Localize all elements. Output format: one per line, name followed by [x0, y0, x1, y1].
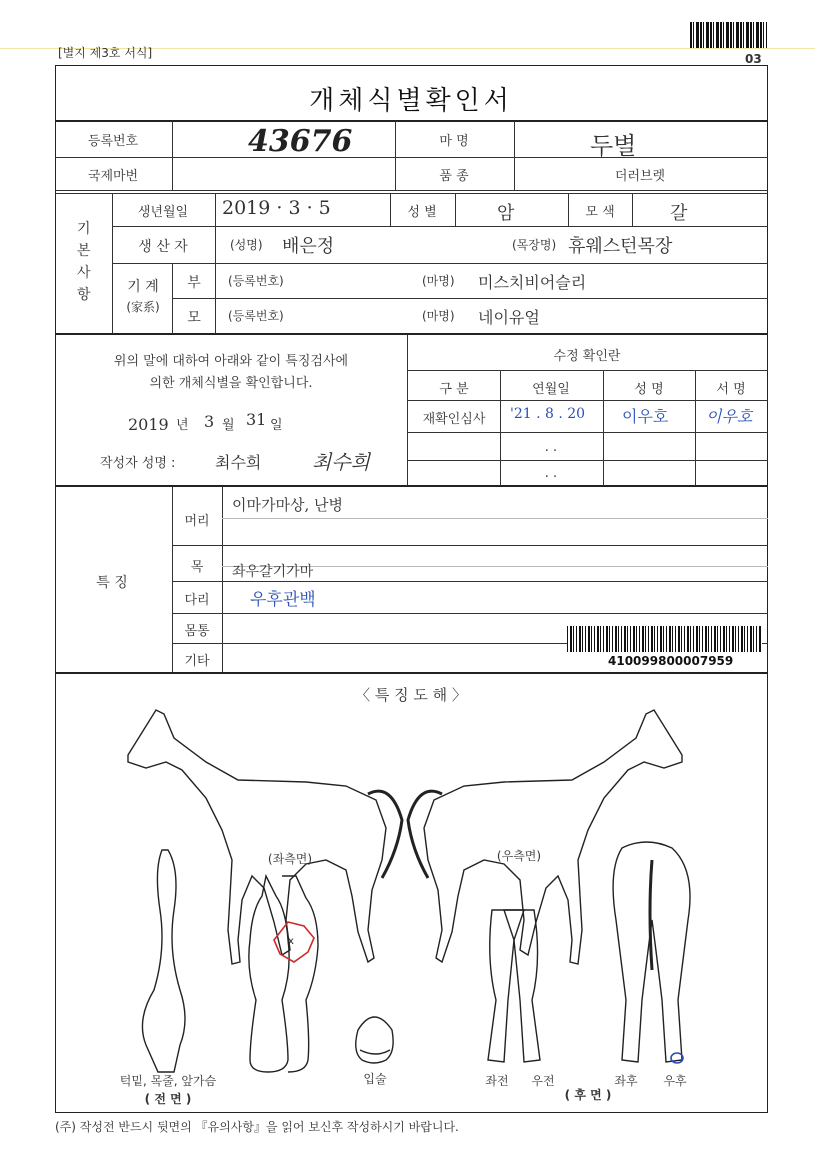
page-number: 03	[745, 52, 762, 66]
front-legs-view	[488, 910, 540, 1062]
cert-date-day[interactable]: 31	[246, 410, 267, 429]
dam-name-prefix: (마명)	[422, 309, 455, 323]
breed-label: 품 종	[439, 169, 469, 184]
feature-head-label: 머리	[184, 514, 210, 529]
page-title: 개체식별확인서	[309, 86, 513, 116]
form-tag: [별지 제3호 서식]	[58, 46, 153, 60]
writer-signature[interactable]: 최수희	[312, 450, 370, 474]
cert-date-month[interactable]: 3	[204, 412, 215, 431]
footnote: (주) 작성전 반드시 뒷면의 『유의사항』을 읽어 보신후 작성하시기 바랍니다.	[55, 1120, 459, 1134]
rev-row1-name[interactable]: 이우호	[622, 407, 669, 426]
intl-chip-label: 국제마번	[87, 169, 139, 184]
sire-reg-prefix: (등록번호)	[228, 274, 284, 288]
rev-row1-date[interactable]: '21 . 8 . 20	[510, 406, 586, 422]
cert-date-month-suffix: 월	[222, 418, 235, 433]
muzzle-label: 입술	[363, 1072, 387, 1086]
feature-legs-label: 다리	[184, 593, 210, 608]
basic-section-label: 기본사항	[77, 221, 91, 303]
horse-name-value[interactable]: 두별	[590, 132, 637, 160]
right-front-label: 우전	[531, 1074, 555, 1088]
diagram-title: 〈 특 징 도 해 〉	[355, 686, 467, 704]
reg-no-label: 등록번호	[87, 134, 139, 149]
sire-name-value[interactable]: 미스치비어슬리	[478, 273, 587, 292]
rev-row3-date: . .	[544, 466, 558, 481]
barcode-number: 410099800007959	[608, 654, 734, 668]
rev-header-date: 연월일	[532, 382, 570, 397]
birth-label: 생년월일	[137, 205, 189, 220]
feature-legs-value[interactable]: 우후관백	[250, 590, 316, 610]
features-section-label: 특 징	[96, 575, 128, 591]
features-barcode	[567, 626, 762, 652]
left-front-label: 좌전	[485, 1074, 509, 1088]
reg-no-value[interactable]: 43676	[248, 124, 353, 159]
sex-value[interactable]: 암	[497, 203, 515, 224]
svg-text:x: x	[288, 936, 294, 947]
sire-label: 부	[187, 275, 201, 291]
birth-value[interactable]: 2019 · 3 · 5	[222, 197, 331, 219]
front-neck-view	[142, 850, 185, 1072]
farm-prefix: (목장명)	[512, 238, 557, 252]
breed-value: 더러브렛	[614, 169, 666, 184]
horse-diagram	[56, 700, 767, 1100]
sire-name-prefix: (마명)	[422, 274, 455, 288]
sex-label: 성 별	[407, 205, 437, 220]
cert-date-year-suffix: 년	[176, 418, 189, 433]
front-caption: 턱밑, 목줄, 앞가슴	[119, 1074, 217, 1088]
breeder-label: 생 산 자	[138, 239, 188, 255]
front-view-label: ( 전 면 )	[144, 1092, 192, 1106]
rev-row2-date: . .	[544, 440, 558, 455]
left-profile-horse	[128, 710, 402, 964]
muzzle-view	[356, 1017, 393, 1063]
pedigree-hanja: (家系)	[126, 300, 160, 314]
farm-value[interactable]: 휴웨스턴목장	[568, 236, 673, 257]
feature-body-label: 몸통	[184, 624, 210, 639]
rev-header-type: 구 분	[439, 382, 469, 397]
rev-row1-type: 재확인심사	[422, 412, 486, 427]
dam-label: 모	[187, 310, 201, 326]
right-hind-label: 우후	[663, 1074, 687, 1088]
dam-name-value[interactable]: 네이유얼	[478, 308, 540, 327]
horse-name-label: 마 명	[439, 134, 469, 149]
coat-label: 모 색	[585, 205, 615, 220]
writer-name[interactable]: 최수희	[215, 453, 262, 472]
feature-neck-value[interactable]: 좌우갈기가마	[232, 564, 314, 580]
feature-other-label: 기타	[184, 654, 210, 669]
statement-line1: 위의 말에 대하여 아래와 같이 특징검사에	[113, 354, 349, 369]
dam-reg-prefix: (등록번호)	[228, 309, 284, 323]
coat-value[interactable]: 갈	[670, 203, 688, 224]
rear-view-label: ( 후 면 )	[564, 1088, 612, 1102]
pedigree-label: 기 계	[127, 279, 159, 295]
rear-view	[613, 842, 690, 1063]
left-hind-label: 좌후	[614, 1074, 638, 1088]
cert-date-day-suffix: 일	[270, 418, 283, 433]
statement-line2: 의한 개체식별을 확인합니다.	[149, 376, 313, 391]
head-front-view	[249, 876, 318, 1072]
top-barcode	[690, 22, 767, 48]
rev-header-name: 성 명	[634, 382, 664, 397]
breeder-name-value[interactable]: 배은정	[282, 236, 335, 257]
revision-title: 수정 확인란	[553, 349, 621, 364]
right-side-label: (우측면)	[496, 849, 542, 863]
feature-neck-label: 목	[190, 560, 204, 575]
feature-head-value[interactable]: 이마가마상, 난병	[232, 496, 343, 514]
writer-label: 작성자 성명 :	[100, 456, 176, 471]
rev-header-sign: 서 명	[716, 382, 746, 397]
right-profile-horse	[408, 710, 682, 964]
cert-date-year[interactable]: 2019	[128, 415, 169, 434]
left-side-label: (좌측면)	[267, 852, 313, 866]
breeder-name-prefix: (성명)	[230, 238, 263, 252]
rev-row1-sign[interactable]: 이우호	[706, 407, 753, 426]
